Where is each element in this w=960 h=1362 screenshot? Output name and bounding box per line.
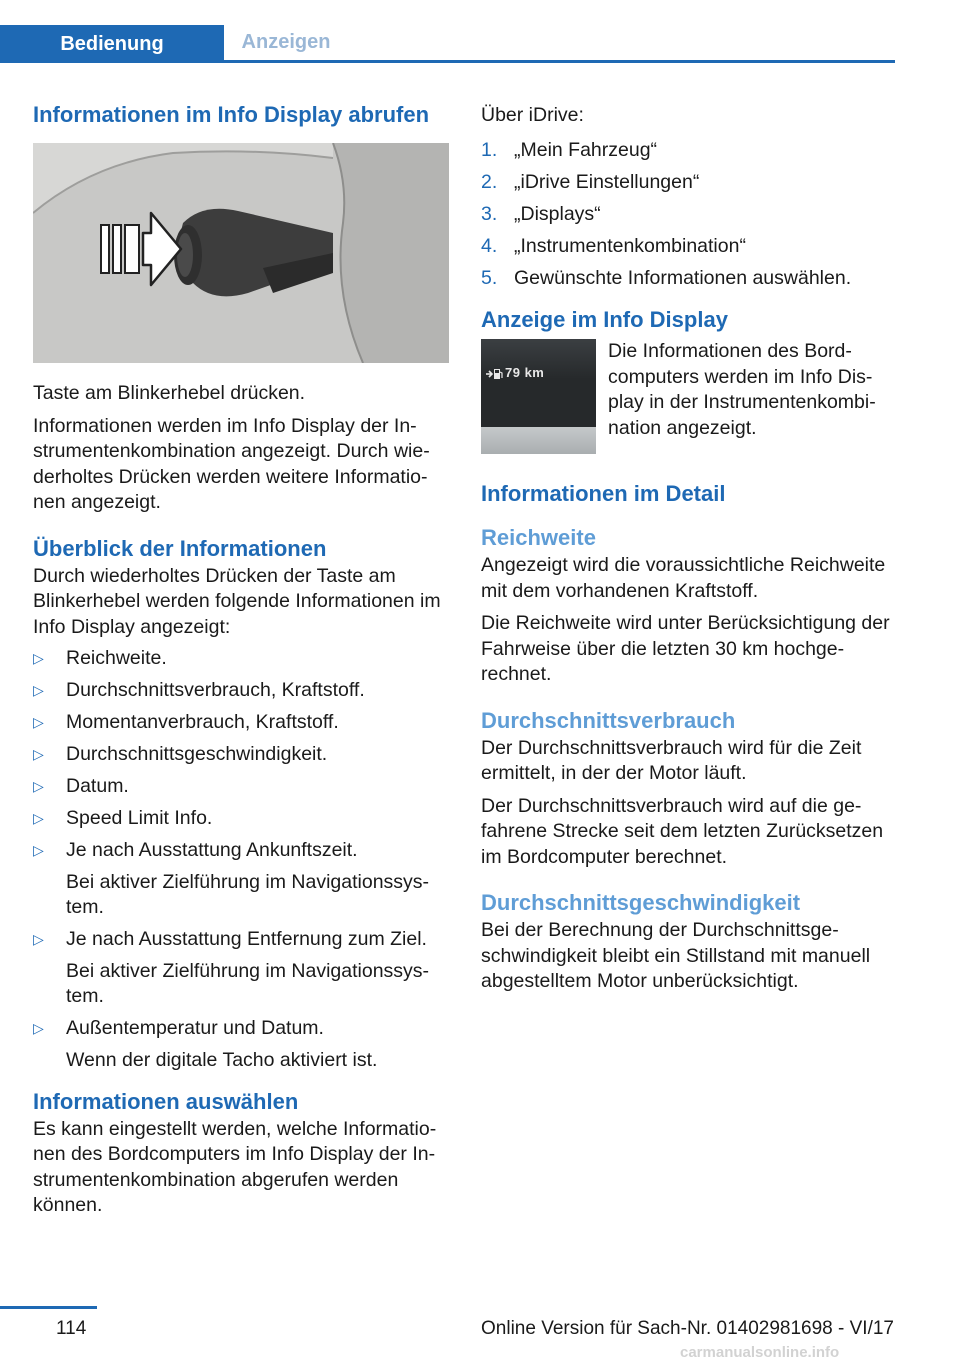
info-list xyxy=(33,646,449,1073)
list-item: ▷ Speed Limit Info. xyxy=(33,806,449,832)
paragraph-auswaehlen: Es kann eingestellt werden, welche Informatio‐nen des Bordcomputers im Info Display der In‐strumentenkombination abgerufen werden können. xyxy=(33,1117,437,1216)
heading-detail: Informationen im Detail xyxy=(481,481,726,506)
triangle-right-icon: ▷ xyxy=(33,842,44,858)
step-item: 2. „iDrive Einstellungen“ xyxy=(481,171,700,193)
triangle-right-icon: ▷ xyxy=(33,650,44,666)
list-item: ▷ Außentemperatur und Datum. Wenn der digitale Tacho aktiviert ist. xyxy=(33,1016,449,1073)
triangle-right-icon: ▷ xyxy=(33,931,44,947)
paragraph-verbrauch-2: Der Durchschnittsverbrauch wird auf die ge‐fahrene Strecke seit dem letzten Zurücksetzen im Bordcomputer berechnet. xyxy=(481,794,884,868)
step-item: 4. „Instrumentenkombination“ xyxy=(481,235,746,257)
heading-anzeige-info-display: Anzeige im Info Display xyxy=(481,307,728,332)
list-item-note: Bei aktiver Zielführung im Navigationssys‐tem. xyxy=(66,870,430,918)
triangle-right-icon: ▷ xyxy=(33,714,44,730)
triangle-right-icon: ▷ xyxy=(33,682,44,698)
tab-anzeigen[interactable]: Anzeigen xyxy=(241,31,331,53)
header-rule xyxy=(0,60,895,63)
paragraph-geschwindigkeit: Bei der Berechnung der Durchschnittsge‐schwindigkeit bleibt ein Stillstand mit manuell abgestelltem Motor unberücksichtigt. xyxy=(481,919,871,992)
step-item: 5. Gewünschte Informationen auswählen. xyxy=(481,267,852,289)
paragraph-reichweite-1: Angezeigt wird die voraussichtliche Reichweite mit dem vorhandenen Kraftstoff. xyxy=(481,554,886,602)
triangle-right-icon: ▷ xyxy=(33,746,44,762)
step-item: 1. „Mein Fahrzeug“ xyxy=(481,139,658,161)
paragraph-info-angezeigt: Informationen werden im Info Display der In‐strumentenkombination angezeigt. Durch wie‐derholtes Drücken werden weitere Informatio‐nen angezeigt. xyxy=(33,414,430,513)
list-item: ▷ Je nach Ausstattung Ankunftszeit. Bei aktiver Zielführung im Navigationssys‐tem. xyxy=(33,838,449,921)
online-version-text: Online Version für Sach-Nr. 01402981698 - VI/17 xyxy=(481,1318,894,1339)
stalk-illustration xyxy=(33,143,449,363)
paragraph-ueberblick-intro: Durch wiederholtes Drücken der Taste am Blinkerhebel werden folgende Informationen im Info Display angezeigt: xyxy=(33,564,441,638)
step-item: 3. „Displays“ xyxy=(481,203,601,225)
info-display-figure xyxy=(481,339,596,454)
watermark: carmanualsonline.info xyxy=(680,1344,840,1361)
list-item: ▷ Momentanverbrauch, Kraftstoff. xyxy=(33,710,449,736)
list-item: ▷ Datum. xyxy=(33,774,449,800)
turn-signal-stalk-figure xyxy=(33,143,449,363)
subheading-durchschnittsverbrauch: Durchschnittsverbrauch xyxy=(481,707,736,733)
triangle-right-icon: ▷ xyxy=(33,1020,44,1036)
paragraph-reichweite-2: Die Reichweite wird unter Berücksichtigung der Fahrweise über die letzten 30 km hochge‐rechnet. xyxy=(481,612,890,685)
idrive-steps xyxy=(481,138,901,292)
heading-info-display-abrufen: Informationen im Info Display abrufen xyxy=(33,102,430,127)
tab-bedienung[interactable]: Bedienung xyxy=(0,25,224,63)
heading-ueberblick: Überblick der Informationen xyxy=(33,535,327,561)
left-column xyxy=(33,100,449,1219)
subheading-reichweite: Reichweite xyxy=(481,525,596,550)
paragraph-display: Die Informationen des Bord‐computers werden im Info Dis‐play in der Instrumentenkombi‐nation angezeigt. xyxy=(608,340,876,439)
header-tabbar xyxy=(0,25,895,63)
fuel-pump-icon xyxy=(485,367,503,381)
page-number: 114 xyxy=(56,1318,87,1339)
right-column xyxy=(481,100,901,995)
heading-auswaehlen: Informationen auswählen xyxy=(33,1088,299,1114)
paragraph-taste-druecken: Taste am Blinkerhebel drücken. xyxy=(33,382,306,404)
info-display-row xyxy=(481,339,901,454)
subheading-durchschnittsgeschwindigkeit: Durchschnittsgeschwindigkeit xyxy=(481,890,801,915)
paragraph-verbrauch-1: Der Durchschnittsverbrauch wird für die Zeit ermittelt, in der der Motor läuft. xyxy=(481,736,862,784)
list-item-note: Bei aktiver Zielführung im Navigationssys‐tem. xyxy=(66,959,430,1007)
range-readout: 79 km xyxy=(505,365,545,380)
footer-rule xyxy=(0,1306,97,1309)
list-item-note: Wenn der digitale Tacho aktiviert ist. xyxy=(66,1048,378,1071)
list-item: ▷ Durchschnittsverbrauch, Kraftstoff. xyxy=(33,678,449,704)
list-item: ▷ Reichweite. xyxy=(33,646,449,672)
list-item: ▷ Je nach Ausstattung Entfernung zum Ziel. Bei aktiver Zielführung im Navigationssys‐tem. xyxy=(33,927,449,1010)
triangle-right-icon: ▷ xyxy=(33,810,44,826)
paragraph-ueber-idrive: Über iDrive: xyxy=(481,104,584,126)
triangle-right-icon: ▷ xyxy=(33,778,44,794)
list-item: ▷ Durchschnittsgeschwindigkeit. xyxy=(33,742,449,768)
